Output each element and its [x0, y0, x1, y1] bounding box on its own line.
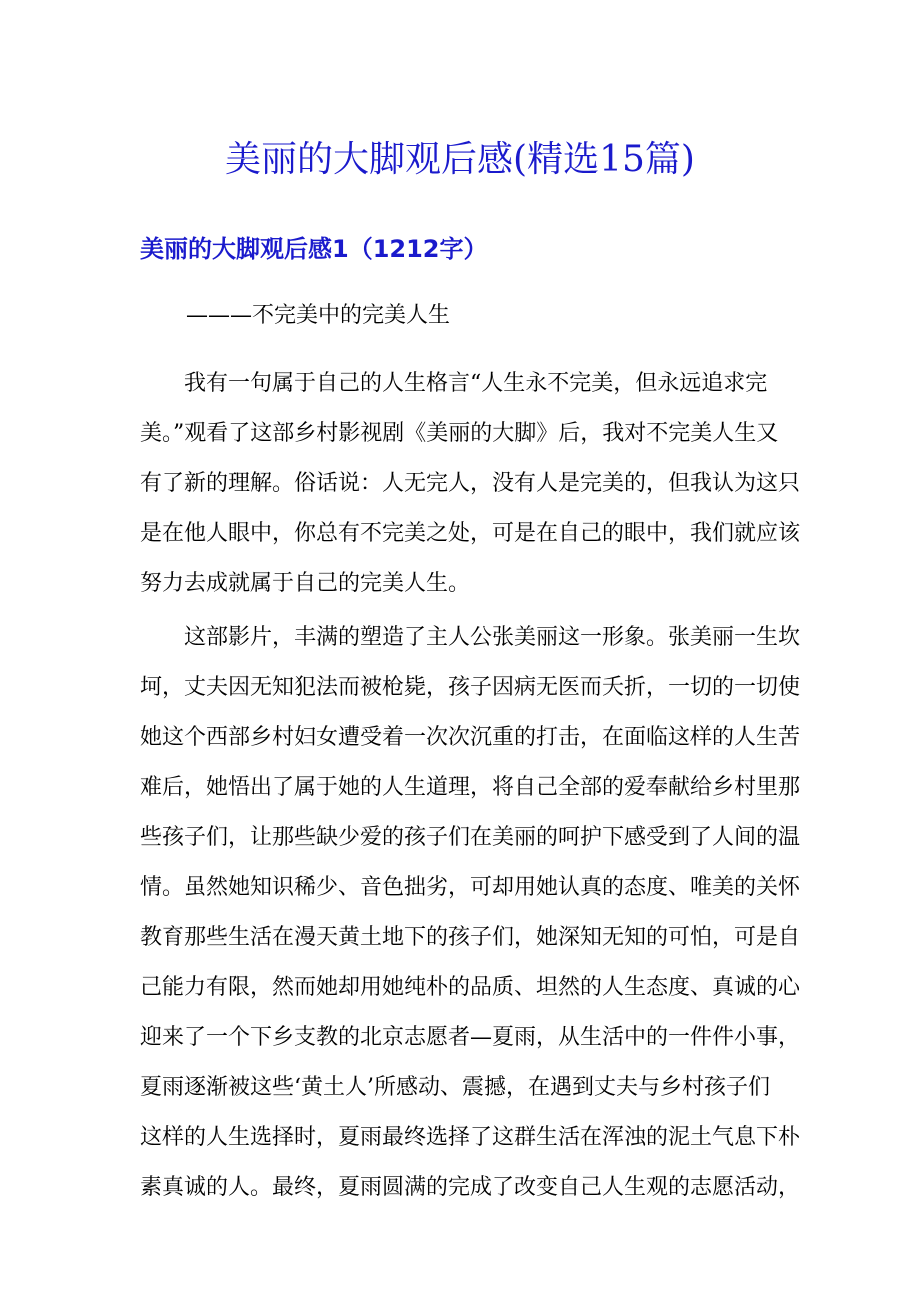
paragraph-line: 努力去成就属于自己的完美人生。	[140, 571, 471, 596]
paragraph-line: 有了新的理解。俗话说：人无完人，没有人是完美的，但我认为这只	[140, 471, 801, 496]
paragraph-line: 坷，丈夫因无知犯法而被枪毙，孩子因病无医而夭折，一切的一切使	[140, 675, 801, 700]
paragraph-line: 教育那些生活在漫天黄土地下的孩子们，她深知无知的可怕，可是自	[140, 925, 801, 950]
paragraph-line: 夏雨逐渐被这些‘黄土人’所感动、震撼，在遇到丈夫与乡村孩子们	[140, 1075, 770, 1100]
paragraph-line: 些孩子们，让那些缺少爱的孩子们在美丽的呵护下感受到了人间的温	[140, 825, 801, 850]
document-title: 美丽的大脚观后感(精选15篇)	[225, 139, 695, 180]
paragraph-line: 己能力有限，然而她却用她纯朴的品质、坦然的人生态度、真诚的心	[140, 975, 801, 1000]
paragraph-line: 情。虽然她知识稀少、音色拙劣，可却用她认真的态度、唯美的关怀	[140, 875, 801, 900]
paragraph-2	[140, 620, 801, 1220]
section-heading: 美丽的大脚观后感1（1212字）	[140, 235, 488, 263]
paragraph-line: 这样的人生选择时，夏雨最终选择了这群生活在浑浊的泥土气息下朴	[140, 1125, 801, 1150]
paragraph-line: 素真诚的人。最终，夏雨圆满的完成了改变自己人生观的志愿活动，	[140, 1175, 801, 1200]
paragraph-line: 我有一句属于自己的人生格言“人生永不完美，但永远追求完	[140, 371, 768, 396]
paragraph-line: 迎来了一个下乡支教的北京志愿者—夏雨，从生活中的一件件小事，	[140, 1025, 801, 1050]
paragraph-line: 难后，她悟出了属于她的人生道理，将自己全部的爱奉献给乡村里那	[140, 775, 801, 800]
paragraph-line: 这部影片，丰满的塑造了主人公张美丽这一形象。张美丽一生坎	[140, 625, 801, 650]
paragraph-line: 是在他人眼中，你总有不完美之处，可是在自己的眼中，我们就应该	[140, 521, 801, 546]
paragraph-line: 她这个西部乡村妇女遭受着一次次沉重的打击，在面临这样的人生苦	[140, 725, 801, 750]
paragraph-line: 美。”观看了这部乡村影视剧《美丽的大脚》后，我对不完美人生又	[140, 421, 779, 446]
paragraph-1	[140, 366, 801, 616]
essay-subtitle: ———不完美中的完美人生	[186, 303, 451, 328]
